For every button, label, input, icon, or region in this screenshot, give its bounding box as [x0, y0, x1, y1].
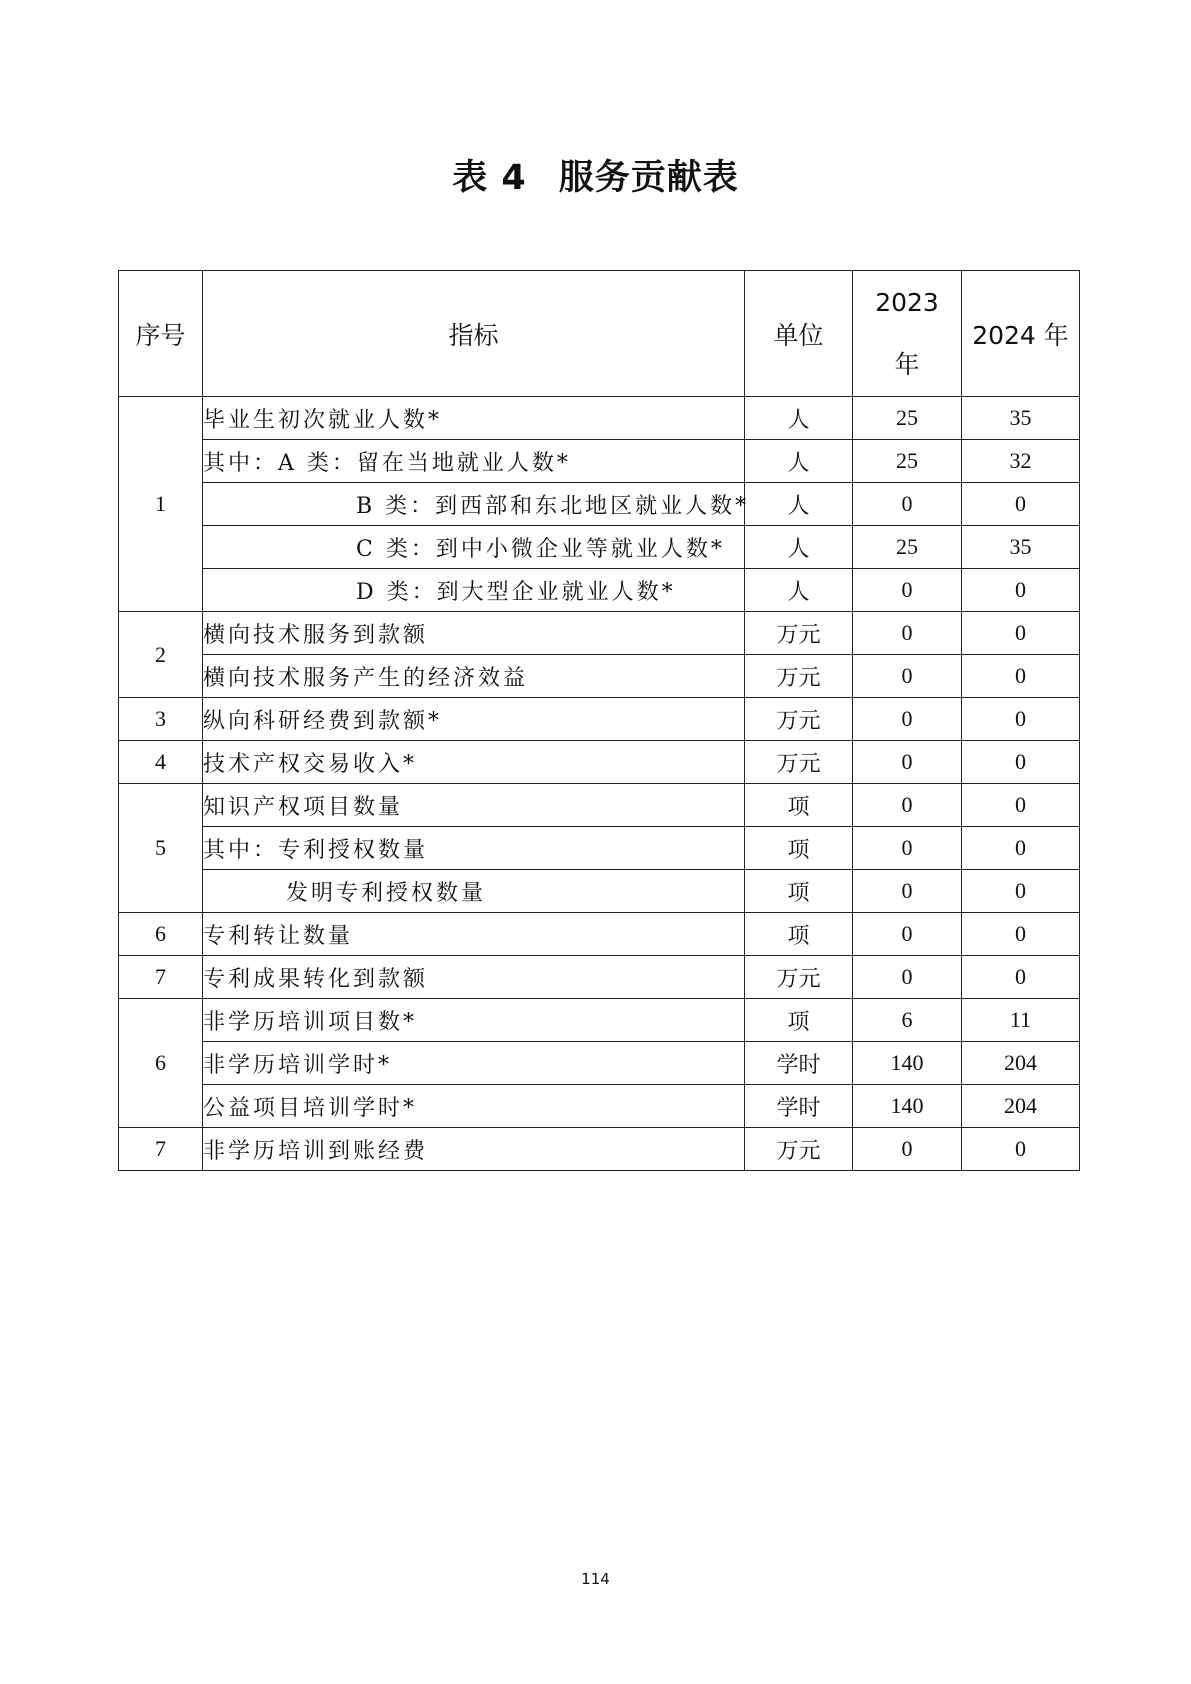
seq-cell: 3 — [119, 698, 203, 741]
unit-cell: 万元 — [745, 1128, 853, 1171]
table-row — [119, 741, 1080, 784]
unit-cell: 人 — [745, 440, 853, 483]
table-row — [119, 784, 1080, 827]
value-2024-cell: 0 — [962, 612, 1080, 655]
table-row — [119, 526, 1080, 569]
value-2024-cell: 0 — [962, 913, 1080, 956]
table-row — [119, 870, 1080, 913]
value-2024-cell: 204 — [962, 1085, 1080, 1128]
indicator-cell: 其中：A 类：留在当地就业人数* — [203, 440, 745, 483]
value-2023-cell: 0 — [853, 827, 962, 870]
value-2023-cell: 0 — [853, 784, 962, 827]
value-2023-cell: 0 — [853, 870, 962, 913]
value-2023-cell: 140 — [853, 1042, 962, 1085]
table-row — [119, 913, 1080, 956]
header-2023 — [853, 271, 962, 397]
unit-cell: 项 — [745, 999, 853, 1042]
indicator-cell: 非学历培训学时* — [203, 1042, 745, 1085]
title-text: 服务贡献表 — [558, 158, 739, 198]
indicator-cell: D 类：到大型企业就业人数* — [203, 569, 745, 612]
value-2024-cell: 11 — [962, 999, 1080, 1042]
table-row — [119, 956, 1080, 999]
value-2023-cell: 0 — [853, 741, 962, 784]
value-2024-cell: 0 — [962, 483, 1080, 526]
indicator-cell: 非学历培训到账经费 — [203, 1128, 745, 1171]
seq-cell: 5 — [119, 784, 203, 913]
header-2023-line2: 年 — [894, 349, 920, 379]
unit-cell: 项 — [745, 784, 853, 827]
value-2023-cell: 0 — [853, 655, 962, 698]
table-row — [119, 397, 1080, 440]
page-title — [0, 150, 1191, 200]
value-2024-cell: 32 — [962, 440, 1080, 483]
table-row — [119, 1042, 1080, 1085]
indicator-cell: 毕业生初次就业人数* — [203, 397, 745, 440]
service-contribution-table — [118, 270, 1080, 1171]
header-unit: 单位 — [745, 271, 853, 397]
unit-cell: 人 — [745, 526, 853, 569]
table-row — [119, 612, 1080, 655]
page-number: 114 — [581, 1570, 610, 1588]
value-2023-cell: 140 — [853, 1085, 962, 1128]
value-2023-cell: 0 — [853, 913, 962, 956]
indicator-cell: 非学历培训项目数* — [203, 999, 745, 1042]
value-2023-cell: 25 — [853, 397, 962, 440]
indicator-cell: C 类：到中小微企业等就业人数* — [203, 526, 745, 569]
value-2023-cell: 0 — [853, 612, 962, 655]
value-2023-cell: 0 — [853, 569, 962, 612]
value-2024-cell: 35 — [962, 397, 1080, 440]
unit-cell: 学时 — [745, 1042, 853, 1085]
unit-cell: 万元 — [745, 655, 853, 698]
unit-cell: 项 — [745, 870, 853, 913]
unit-cell: 万元 — [745, 612, 853, 655]
table-row — [119, 655, 1080, 698]
unit-cell: 万元 — [745, 698, 853, 741]
unit-cell: 人 — [745, 483, 853, 526]
indicator-cell: 技术产权交易收入* — [203, 741, 745, 784]
title-prefix: 表 4 — [452, 158, 527, 198]
indicator-cell: 专利成果转化到款额 — [203, 956, 745, 999]
table-row — [119, 440, 1080, 483]
value-2024-cell: 35 — [962, 526, 1080, 569]
indicator-cell: B 类：到西部和东北地区就业人数* — [203, 483, 745, 526]
value-2023-cell: 0 — [853, 956, 962, 999]
value-2024-cell: 0 — [962, 870, 1080, 913]
value-2023-cell: 6 — [853, 999, 962, 1042]
indicator-cell: 专利转让数量 — [203, 913, 745, 956]
seq-cell: 1 — [119, 397, 203, 612]
seq-cell: 6 — [119, 913, 203, 956]
indicator-cell: 其中：专利授权数量 — [203, 827, 745, 870]
table-row — [119, 1085, 1080, 1128]
indicator-cell: 知识产权项目数量 — [203, 784, 745, 827]
indicator-cell: 横向技术服务产生的经济效益 — [203, 655, 745, 698]
header-2024: 2024 年 — [962, 271, 1080, 397]
seq-cell: 7 — [119, 956, 203, 999]
unit-cell: 项 — [745, 827, 853, 870]
header-seq: 序号 — [119, 271, 203, 397]
unit-cell: 项 — [745, 913, 853, 956]
value-2024-cell: 0 — [962, 956, 1080, 999]
value-2024-cell: 0 — [962, 741, 1080, 784]
value-2023-cell: 0 — [853, 698, 962, 741]
value-2024-cell: 204 — [962, 1042, 1080, 1085]
value-2024-cell: 0 — [962, 698, 1080, 741]
value-2023-cell: 0 — [853, 1128, 962, 1171]
value-2023-cell: 0 — [853, 483, 962, 526]
table-row — [119, 1128, 1080, 1171]
value-2024-cell: 0 — [962, 655, 1080, 698]
table-row — [119, 698, 1080, 741]
table-row — [119, 999, 1080, 1042]
seq-cell: 2 — [119, 612, 203, 698]
table-row — [119, 483, 1080, 526]
value-2024-cell: 0 — [962, 784, 1080, 827]
unit-cell: 人 — [745, 569, 853, 612]
unit-cell: 学时 — [745, 1085, 853, 1128]
value-2024-cell: 0 — [962, 827, 1080, 870]
indicator-cell: 纵向科研经费到款额* — [203, 698, 745, 741]
table-header-row — [119, 271, 1080, 397]
seq-cell: 6 — [119, 999, 203, 1128]
indicator-cell: 横向技术服务到款额 — [203, 612, 745, 655]
header-2023-line1: 2023 — [875, 287, 939, 317]
unit-cell: 万元 — [745, 741, 853, 784]
value-2023-cell: 25 — [853, 526, 962, 569]
seq-cell: 7 — [119, 1128, 203, 1171]
unit-cell: 人 — [745, 397, 853, 440]
table-row — [119, 569, 1080, 612]
indicator-cell: 公益项目培训学时* — [203, 1085, 745, 1128]
header-indicator: 指标 — [203, 271, 745, 397]
seq-cell: 4 — [119, 741, 203, 784]
unit-cell: 万元 — [745, 956, 853, 999]
table-row — [119, 827, 1080, 870]
indicator-cell: 发明专利授权数量 — [203, 870, 745, 913]
table-body — [119, 397, 1080, 1171]
value-2023-cell: 25 — [853, 440, 962, 483]
value-2024-cell: 0 — [962, 569, 1080, 612]
value-2024-cell: 0 — [962, 1128, 1080, 1171]
